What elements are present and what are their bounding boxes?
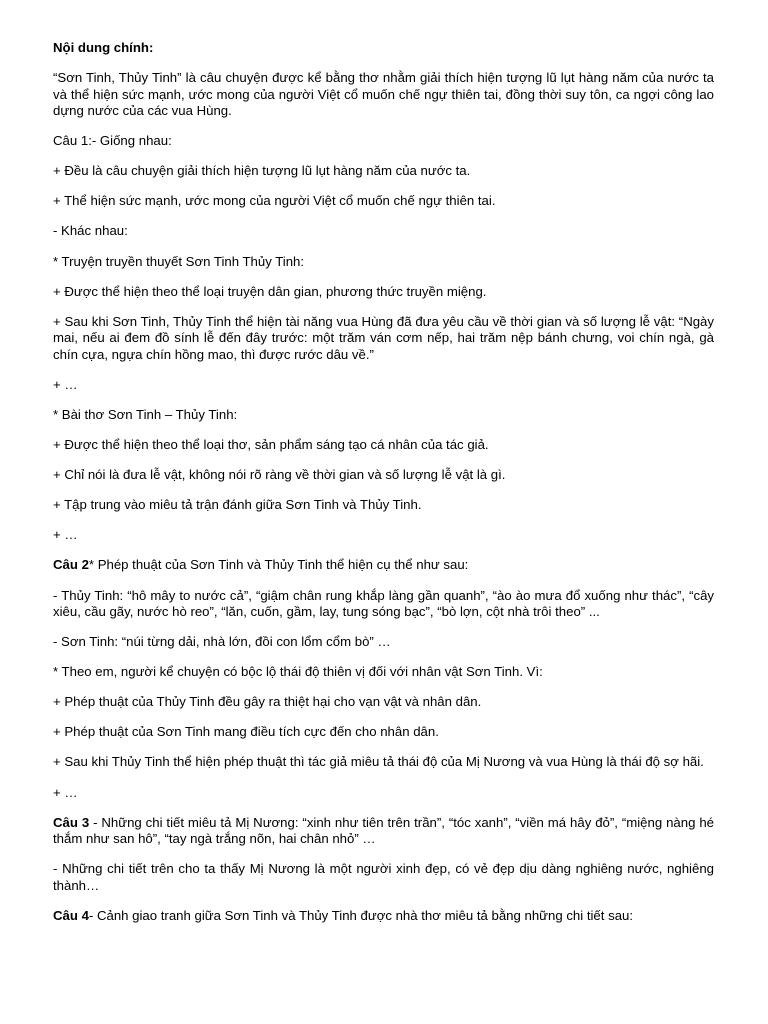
poem-item-2: + Chỉ nói là đưa lễ vật, không nói rõ ràng về thời gian và số lượng lễ vật là gì. bbox=[53, 467, 506, 483]
cau1-similar-1: + Đều là câu chuyện giải thích hiện tượng lũ lụt hàng năm của nước ta. bbox=[53, 163, 471, 179]
cau1-similar-2: + Thể hiện sức mạnh, ước mong của người Việt cổ muốn chế ngự thiên tai. bbox=[53, 193, 496, 209]
cau1-line: Câu 1:- Giống nhau: bbox=[53, 133, 172, 149]
cau2-item-5: + Phép thuật của Sơn Tinh mang điều tích cực đến cho nhân dân. bbox=[53, 724, 439, 740]
legend-title: * Truyện truyền thuyết Sơn Tinh Thủy Tinh: bbox=[53, 253, 305, 269]
poem-item-1: + Được thể hiện theo thể loại thơ, sản phẩm sáng tạo cá nhân của tác giả. bbox=[53, 437, 489, 453]
legend-item-1: + Được thể hiện theo thể loại truyện dân gian, phương thức truyền miệng. bbox=[53, 283, 487, 299]
poem-title: * Bài thơ Sơn Tinh – Thủy Tinh: bbox=[53, 406, 238, 422]
cau1-diff: - Khác nhau: bbox=[53, 223, 128, 239]
cau3-label: Câu 3 bbox=[53, 814, 90, 830]
cau3-heading bbox=[53, 815, 714, 848]
cau2-item-1: - Thủy Tinh: “hô mây to nước cả”, “giậm chân rung khắp làng gần quanh”, “ào ào mưa đổ xuống như thác”, “cây xiêu, cầu gãy, nước hò reo”, “lăn, cuốn, gầm, lay, tung sóng bạc”, “bò lợn, cột nhà trôi theo” ... bbox=[53, 587, 714, 619]
cau2-item-7: + … bbox=[53, 784, 78, 800]
cau2-item-3: * Theo em, người kể chuyện có bộc lộ thái độ thiên vị đối với nhân vật Sơn Tinh. Vì: bbox=[53, 664, 543, 680]
cau2-label: Câu 2 bbox=[53, 557, 89, 573]
cau2-item-4: + Phép thuật của Thủy Tinh đều gây ra thiệt hại cho vạn vật và nhân dân. bbox=[53, 694, 482, 710]
poem-item-4: + … bbox=[53, 527, 78, 543]
cau3-text: - Những chi tiết miêu tả Mị Nương: “xinh như tiên trên trần”, “tóc xanh”, “viền má hây đỏ”, “miệng nàng hé thắm như san hô”, “tay ngà trắng nõn, hai chân nhỏ” … bbox=[53, 814, 714, 847]
cau2-item-2: - Sơn Tinh: “núi từng dải, nhà lớn, đồi con lổm cổm bò” … bbox=[53, 634, 391, 650]
content-heading: Nội dung chính: bbox=[53, 40, 154, 55]
cau4-text: - Cảnh giao tranh giữa Sơn Tinh và Thủy Tinh được nhà thơ miêu tả bằng những chi tiết sau: bbox=[88, 907, 634, 923]
cau4-label: Câu 4 bbox=[53, 907, 89, 923]
poem-item-3: + Tập trung vào miêu tả trận đánh giữa Sơn Tinh và Thủy Tinh. bbox=[53, 497, 422, 513]
cau3-item-2: - Những chi tiết trên cho ta thấy Mị Nương là một người xinh đẹp, có vẻ đẹp dịu dàng nghiêng nước, nghiêng thành… bbox=[53, 861, 714, 893]
legend-item-3: + … bbox=[53, 376, 78, 392]
cau4-heading bbox=[53, 908, 714, 925]
legend-item-2: + Sau khi Sơn Tinh, Thủy Tinh thể hiện tài năng vua Hùng đã đưa yêu cầu về thời gian và số lượng lễ vật: “Ngày mai, nếu ai đem đồ sính lễ đến đây trước: một trăm ván cơm nếp, hai trăm nệp bánh chưng, voi chín ngà, gà chín cựa, ngựa chín hồng mao, thì được rước dâu về.” bbox=[53, 313, 714, 362]
cau2-item-6: + Sau khi Thủy Tinh thể hiện phép thuật thì tác giả miêu tả thái độ của Mị Nương và vua Hùng là thái độ sợ hãi. bbox=[53, 754, 704, 770]
intro-paragraph: “Sơn Tinh, Thủy Tinh” là câu chuyện được kể bằng thơ nhằm giải thích hiện tượng lũ lụt hàng năm của nước ta và thể hiện sức mạnh, ước mong của người Việt cổ muốn chế ngự thiên tai, đồng thời suy tôn, ca ngợi công lao dựng nước của các vua Hùng. bbox=[53, 70, 714, 119]
cau2-heading bbox=[53, 557, 714, 574]
cau2-text: * Phép thuật của Sơn Tinh và Thủy Tinh thể hiện cụ thể như sau: bbox=[88, 557, 469, 573]
